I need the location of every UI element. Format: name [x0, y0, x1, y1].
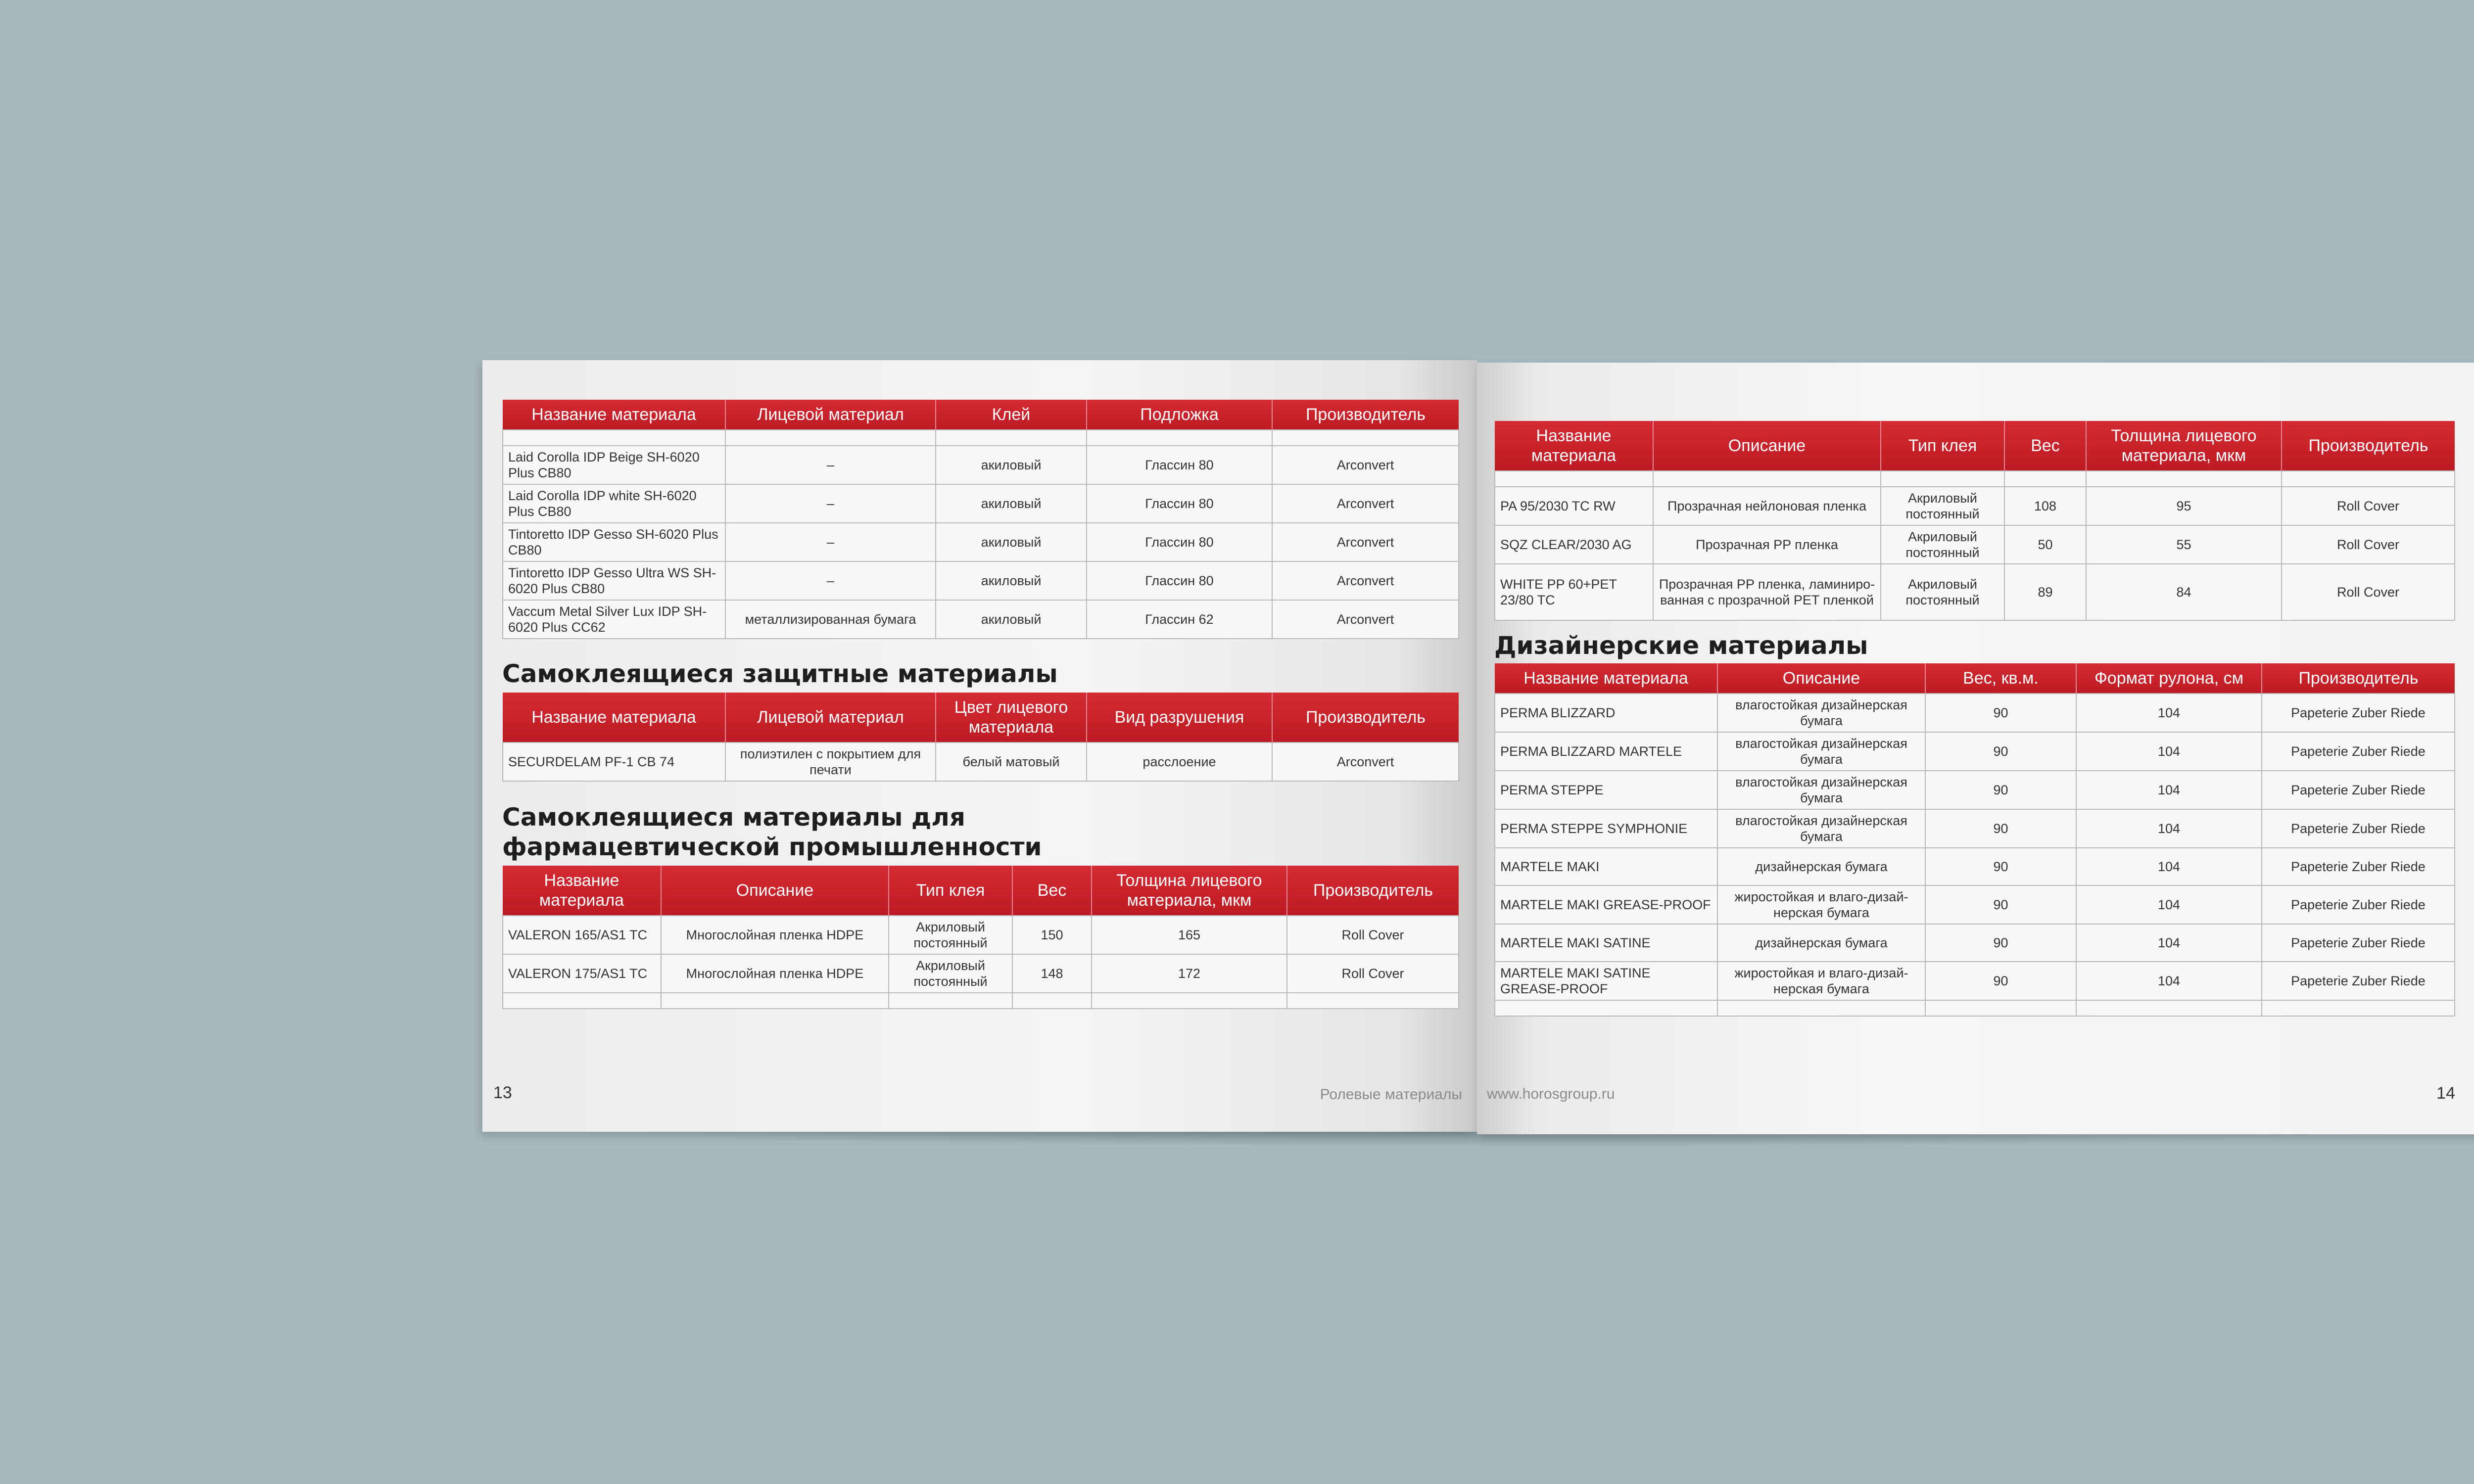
table-cell: Многослойная пленка HDPE: [661, 916, 889, 954]
table-spacer-row: [503, 430, 1459, 446]
table-cell: акиловый: [936, 484, 1087, 523]
table-cell: Акриловый постоянный: [1881, 525, 2004, 564]
table-cell: Papeterie Zuber Riede: [2262, 924, 2455, 962]
table-row: [503, 600, 1459, 639]
table-cell: 90: [1925, 962, 2076, 1000]
table-header-cell: Описание: [661, 866, 889, 916]
table-cell: влагостойкая дизайнерская бумага: [1717, 771, 1925, 809]
table-row: [1495, 885, 2455, 924]
table-cell: акиловый: [936, 523, 1087, 561]
table-cell: Глассин 80: [1087, 561, 1272, 600]
table-header-cell: Производитель: [1287, 866, 1459, 916]
right-footer-text: www.horosgroup.ru: [1487, 1086, 1615, 1102]
table-cell: Прозрачная PP пленка, ламиниро-ванная с прозрачной PET пленкой: [1653, 564, 1881, 620]
table-row: [1495, 771, 2455, 809]
table-header-row: [1495, 421, 2455, 471]
table-cell: Arconvert: [1272, 742, 1459, 781]
section-title-pharma: [502, 802, 1458, 862]
table-cell: Papeterie Zuber Riede: [2262, 962, 2455, 1000]
table-row: [503, 484, 1459, 523]
table-cell: –: [725, 446, 936, 484]
table-cell: Papeterie Zuber Riede: [2262, 694, 2455, 732]
material-name-cell: VALERON 175/AS1 TC: [503, 954, 661, 993]
page-number-left: 13: [493, 1083, 512, 1102]
table-cell: 104: [2076, 809, 2262, 848]
table-header-cell: Тип клея: [889, 866, 1012, 916]
table-cell: 90: [1925, 771, 2076, 809]
table-cell: Глассин 80: [1087, 446, 1272, 484]
material-name-cell: PERMA BLIZZARD MARTELE: [1495, 732, 1717, 771]
material-name-cell: MARTELE MAKI SATINE: [1495, 924, 1717, 962]
table-cell: белый матовый: [936, 742, 1087, 781]
table-cell: 148: [1012, 954, 1092, 993]
table-cell: акиловый: [936, 446, 1087, 484]
material-name-cell: PERMA STEPPE SYMPHONIE: [1495, 809, 1717, 848]
table-cell: Roll Cover: [1287, 916, 1459, 954]
material-name-cell: Laid Corolla IDP white SH-6020 Plus CB80: [503, 484, 725, 523]
material-name-cell: SECURDELAM PF-1 CB 74: [503, 742, 725, 781]
table-cell: Акриловый постоянный: [1881, 487, 2004, 525]
table-row: [503, 742, 1459, 781]
table-row: [1495, 694, 2455, 732]
table-header-cell: Производитель: [2262, 663, 2455, 694]
table-spacer-row: [503, 993, 1459, 1009]
table-cell: Papeterie Zuber Riede: [2262, 771, 2455, 809]
table-header-cell: Производитель: [2282, 421, 2455, 471]
table-cell: влагостойкая дизайнерская бумага: [1717, 809, 1925, 848]
table-cell: расслоение: [1087, 742, 1272, 781]
table-cell: дизайнерская бумага: [1717, 924, 1925, 962]
table-cell: 90: [1925, 809, 2076, 848]
material-name-cell: WHITE PP 60+PET 23/80 TC: [1495, 564, 1653, 620]
table-cell: полиэтилен с покрытием для печати: [725, 742, 936, 781]
material-name-cell: PERMA BLIZZARD: [1495, 694, 1717, 732]
table-row: [503, 954, 1459, 993]
table-cell: –: [725, 561, 936, 600]
table-cell: жиростойкая и влаго-дизай-нерская бумага: [1717, 885, 1925, 924]
table-cell: 50: [2004, 525, 2086, 564]
table-cell: Arconvert: [1272, 484, 1459, 523]
table-header-row: [1495, 663, 2455, 694]
table-cell: Arconvert: [1272, 561, 1459, 600]
table-row: [1495, 732, 2455, 771]
table-header-cell: Формат рулона, см: [2076, 663, 2262, 694]
protective-materials-table: [502, 693, 1459, 782]
table-cell: 55: [2086, 525, 2282, 564]
table-header-row: [503, 866, 1459, 916]
right-page: [1477, 363, 2474, 1134]
table-header-cell: Название материала: [1495, 663, 1717, 694]
table-cell: Глассин 80: [1087, 484, 1272, 523]
table-cell: 104: [2076, 924, 2262, 962]
material-name-cell: MARTELE MAKI: [1495, 848, 1717, 885]
table-cell: 89: [2004, 564, 2086, 620]
table-cell: 90: [1925, 848, 2076, 885]
table-cell: акиловый: [936, 600, 1087, 639]
material-name-cell: PERMA STEPPE: [1495, 771, 1717, 809]
table-header-cell: Вес: [2004, 421, 2086, 471]
table-cell: 90: [1925, 924, 2076, 962]
table-cell: Roll Cover: [1287, 954, 1459, 993]
table-cell: Roll Cover: [2282, 525, 2455, 564]
table-header-cell: Вес, кв.м.: [1925, 663, 2076, 694]
table-cell: Глассин 80: [1087, 523, 1272, 561]
table-cell: Многослойная пленка HDPE: [661, 954, 889, 993]
table-cell: влагостойкая дизайнерская бумага: [1717, 732, 1925, 771]
table-cell: 104: [2076, 732, 2262, 771]
designer-materials-table: [1494, 663, 2455, 1017]
table-row: [503, 523, 1459, 561]
table-header-cell: Толщина лицевого материала, мкм: [1092, 866, 1287, 916]
table-cell: 172: [1092, 954, 1287, 993]
right-page-content: [1494, 421, 2454, 1017]
table-cell: 104: [2076, 962, 2262, 1000]
table-cell: 104: [2076, 848, 2262, 885]
table-header-cell: Название материала: [503, 866, 661, 916]
table-spacer-row: [1495, 471, 2455, 487]
table-cell: 104: [2076, 694, 2262, 732]
section-title-designer: Дизайнерские материалы: [1494, 631, 1868, 660]
table-cell: 95: [2086, 487, 2282, 525]
section-title-pharma-line1: Самоклеящиеся материалы для: [502, 803, 966, 832]
table-cell: 90: [1925, 732, 2076, 771]
left-materials-table: [502, 400, 1459, 639]
table-header-cell: Описание: [1717, 663, 1925, 694]
table-cell: Roll Cover: [2282, 487, 2455, 525]
table-cell: Arconvert: [1272, 523, 1459, 561]
material-name-cell: SQZ CLEAR/2030 AG: [1495, 525, 1653, 564]
table-header-cell: Вид разрушения: [1087, 693, 1272, 742]
table-header-cell: Тип клея: [1881, 421, 2004, 471]
material-name-cell: Tintoretto IDP Gesso SH-6020 Plus CB80: [503, 523, 725, 561]
table-header-cell: Толщина лицевого материала, мкм: [2086, 421, 2282, 471]
table-cell: 90: [1925, 885, 2076, 924]
table-cell: –: [725, 484, 936, 523]
table-row: [1495, 809, 2455, 848]
table-cell: 150: [1012, 916, 1092, 954]
left-page-content: [502, 400, 1458, 1009]
table-header-cell: Название материала: [503, 400, 725, 430]
table-header-cell: Название материала: [503, 693, 725, 742]
table-cell: Roll Cover: [2282, 564, 2455, 620]
table-cell: жиростойкая и влаго-дизай-нерская бумага: [1717, 962, 1925, 1000]
table-row: [1495, 924, 2455, 962]
pharma-materials-table: [502, 866, 1459, 1009]
table-header-cell: Клей: [936, 400, 1087, 430]
table-header-cell: Вес: [1012, 866, 1092, 916]
table-cell: Акриловый постоянный: [1881, 564, 2004, 620]
material-name-cell: PA 95/2030 TC RW: [1495, 487, 1653, 525]
material-name-cell: Vaccum Metal Silver Lux IDP SH-6020 Plus CC62: [503, 600, 725, 639]
table-cell: 84: [2086, 564, 2282, 620]
table-cell: дизайнерская бумага: [1717, 848, 1925, 885]
left-footer-text: Ролевые материалы: [1320, 1086, 1462, 1103]
table-cell: Прозрачная PP пленка: [1653, 525, 1881, 564]
section-title-protective: Самоклеящиеся защитные материалы: [502, 659, 1058, 688]
table-cell: Papeterie Zuber Riede: [2262, 885, 2455, 924]
table-cell: 165: [1092, 916, 1287, 954]
table-cell: 90: [1925, 694, 2076, 732]
material-name-cell: Laid Corolla IDP Beige SH-6020 Plus CB80: [503, 446, 725, 484]
table-row: [1495, 487, 2455, 525]
table-cell: Papeterie Zuber Riede: [2262, 809, 2455, 848]
table-header-row: [503, 400, 1459, 430]
section-title-pharma-line2: фармацевтической промышленности: [502, 833, 1042, 861]
left-page: [482, 360, 1477, 1132]
table-cell: 104: [2076, 771, 2262, 809]
table-cell: Глассин 62: [1087, 600, 1272, 639]
material-name-cell: Tintoretto IDP Gesso Ultra WS SH-6020 Plus CB80: [503, 561, 725, 600]
table-header-cell: Лицевой материал: [725, 693, 936, 742]
table-cell: акиловый: [936, 561, 1087, 600]
table-cell: –: [725, 523, 936, 561]
material-name-cell: MARTELE MAKI GREASE-PROOF: [1495, 885, 1717, 924]
right-films-table: [1494, 421, 2455, 621]
table-header-cell: Производитель: [1272, 400, 1459, 430]
table-header-cell: Лицевой материал: [725, 400, 936, 430]
table-cell: Papeterie Zuber Riede: [2262, 732, 2455, 771]
page-number-right: 14: [2436, 1084, 2455, 1103]
table-header-row: [503, 693, 1459, 742]
table-row: [503, 446, 1459, 484]
table-row: [1495, 525, 2455, 564]
table-cell: Papeterie Zuber Riede: [2262, 848, 2455, 885]
table-header-cell: Название материала: [1495, 421, 1653, 471]
table-cell: влагостойкая дизайнерская бумага: [1717, 694, 1925, 732]
table-cell: Акриловый постоянный: [889, 954, 1012, 993]
table-cell: Акриловый постоянный: [889, 916, 1012, 954]
table-header-cell: Цвет лицевого материала: [936, 693, 1087, 742]
table-row: [1495, 848, 2455, 885]
table-cell: металлизированная бумага: [725, 600, 936, 639]
table-row: [1495, 962, 2455, 1000]
table-cell: 104: [2076, 885, 2262, 924]
table-cell: Прозрачная нейлоновая пленка: [1653, 487, 1881, 525]
material-name-cell: VALERON 165/AS1 TC: [503, 916, 661, 954]
table-header-cell: Подложка: [1087, 400, 1272, 430]
table-header-cell: Производитель: [1272, 693, 1459, 742]
table-cell: Arconvert: [1272, 600, 1459, 639]
table-row: [503, 561, 1459, 600]
table-cell: Arconvert: [1272, 446, 1459, 484]
table-spacer-row: [1495, 1000, 2455, 1016]
table-cell: 108: [2004, 487, 2086, 525]
table-row: [1495, 564, 2455, 620]
table-header-cell: Описание: [1653, 421, 1881, 471]
table-row: [503, 916, 1459, 954]
material-name-cell: MARTELE MAKI SATINE GREASE-PROOF: [1495, 962, 1717, 1000]
